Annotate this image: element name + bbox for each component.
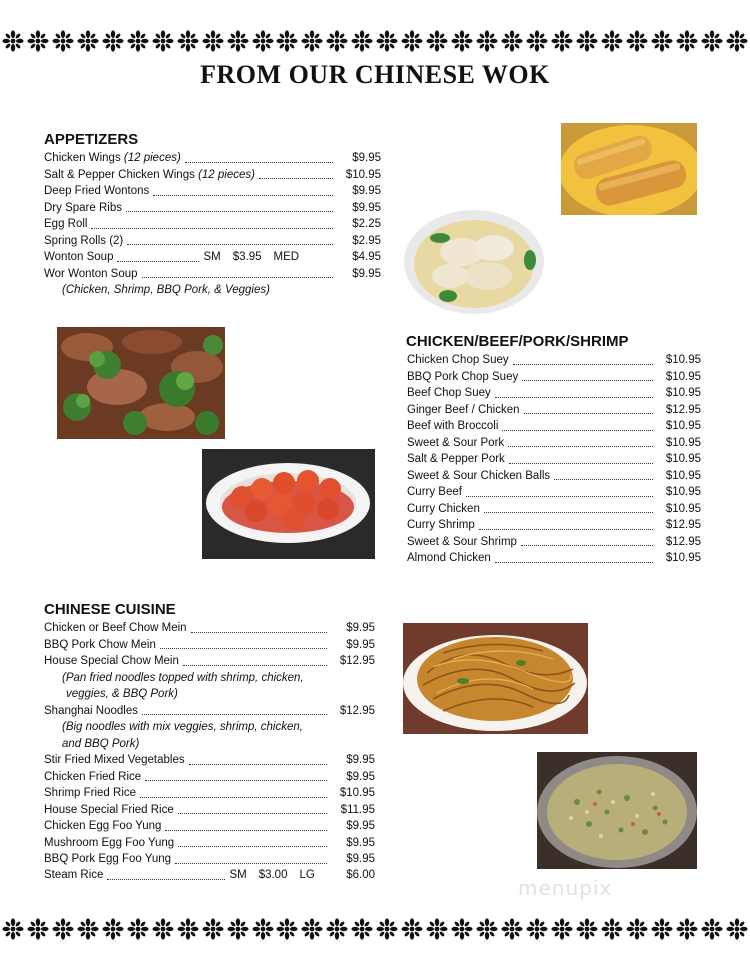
- flower-ornament-icon: [451, 30, 473, 52]
- flower-ornament-icon: [651, 918, 673, 940]
- menu-item: [44, 637, 375, 654]
- dot-leader: [479, 529, 653, 530]
- flower-ornament-icon: [401, 918, 423, 940]
- item-price: $3.95: [232, 251, 262, 264]
- dot-leader: [502, 430, 653, 431]
- item-price: $10.95: [665, 370, 701, 383]
- size-label: MED: [273, 251, 300, 264]
- item-price: $10.95: [339, 787, 375, 800]
- flower-ornament-icon: [77, 30, 99, 52]
- flower-ornament-icon: [177, 30, 199, 52]
- dot-leader: [165, 830, 327, 831]
- item-name: Chicken Fried Rice: [44, 770, 142, 783]
- flower-ornament-icon: [476, 918, 498, 940]
- item-name: House Special Chow Mein: [44, 655, 179, 668]
- item-name: Deep Fried Wontons: [44, 185, 150, 198]
- dot-leader: [509, 463, 653, 464]
- flower-ornament-icon: [52, 30, 74, 52]
- dot-leader: [178, 813, 327, 814]
- flower-ornament-icon: [102, 30, 124, 52]
- item-price: $12.95: [665, 519, 701, 532]
- menu-item: [44, 216, 381, 233]
- item-price: $6.00: [346, 869, 375, 882]
- dot-leader: [183, 665, 327, 666]
- menu-item: [407, 517, 701, 534]
- chinese-cuisine-list-b: [44, 752, 375, 868]
- chicken-beef-list: [407, 352, 701, 567]
- dot-leader: [521, 545, 653, 546]
- item-note: (Chicken, Shrimp, BBQ Pork, & Veggies): [62, 284, 270, 297]
- menu-item: [407, 484, 701, 501]
- sweet-sour-chicken-balls-photo: [202, 449, 375, 559]
- menu-item: [407, 550, 701, 567]
- flower-ornament-icon: [127, 30, 149, 52]
- flower-ornament-icon: [202, 918, 224, 940]
- dot-leader: [126, 211, 333, 212]
- item-name: Spring Rolls (2): [44, 234, 124, 247]
- dot-leader: [178, 846, 327, 847]
- item-price: $10.95: [665, 502, 701, 515]
- flower-ornament-icon: [52, 918, 74, 940]
- dot-leader: [107, 879, 225, 880]
- item-name: Curry Beef: [407, 486, 462, 499]
- flower-ornament-icon: [326, 30, 348, 52]
- item-name: Chicken Wings (12 pieces): [44, 152, 181, 165]
- flower-ornament-icon: [351, 30, 373, 52]
- item-name: Stir Fried Mixed Vegetables: [44, 754, 185, 767]
- flower-ornament-icon: [326, 918, 348, 940]
- item-price: $10.95: [665, 436, 701, 449]
- chow-mein-photo: [403, 623, 588, 734]
- fried-rice-photo: [537, 752, 697, 869]
- bottom-border: [0, 918, 750, 940]
- item-name: Wor Wonton Soup: [44, 267, 138, 280]
- menu-item: [44, 785, 375, 802]
- item-name: Dry Spare Ribs: [44, 201, 122, 214]
- dot-leader: [508, 446, 653, 447]
- item-note: (Big noodles with mix veggies, shrimp, chicken,: [62, 721, 303, 734]
- item-name: Salt & Pepper Pork: [407, 453, 505, 466]
- item-price: $9.95: [352, 267, 381, 280]
- dot-leader: [91, 228, 333, 229]
- menu-item: [44, 769, 375, 786]
- flower-ornament-icon: [152, 918, 174, 940]
- size-label: SM: [203, 251, 221, 264]
- dot-leader: [259, 178, 333, 179]
- flower-ornament-icon: [501, 30, 523, 52]
- item-name: Beef Chop Suey: [407, 387, 491, 400]
- item-price: $9.95: [346, 754, 375, 767]
- flower-ornament-icon: [426, 30, 448, 52]
- dot-leader: [140, 797, 327, 798]
- flower-ornament-icon: [726, 918, 748, 940]
- flower-ornament-icon: [301, 918, 323, 940]
- item-price: $4.95: [352, 251, 381, 264]
- menu-item: [44, 867, 375, 884]
- item-name: Shrimp Fried Rice: [44, 787, 137, 800]
- dot-leader: [185, 162, 333, 163]
- appetizers-list: [44, 150, 381, 249]
- steam-rice-row: [44, 867, 375, 884]
- flower-ornament-icon: [177, 918, 199, 940]
- menu-item: [407, 418, 701, 435]
- item-price: $3.00: [258, 869, 288, 882]
- item-note: (Pan fried noodles topped with shrimp, chicken,: [62, 671, 304, 684]
- menu-item: [44, 167, 381, 184]
- item-price: $12.95: [339, 704, 375, 717]
- flower-ornament-icon: [501, 918, 523, 940]
- item-price: $10.95: [665, 387, 701, 400]
- item-price: $9.95: [352, 185, 381, 198]
- menu-item: [44, 802, 375, 819]
- item-name: Chicken Egg Foo Yung: [44, 820, 162, 833]
- flower-ornament-icon: [2, 918, 24, 940]
- flower-ornament-icon: [102, 918, 124, 940]
- item-price: $9.95: [352, 201, 381, 214]
- menu-item: [407, 369, 701, 386]
- menu-item: [44, 183, 381, 200]
- flower-ornament-icon: [601, 918, 623, 940]
- item-note: (12 pieces): [123, 152, 181, 165]
- flower-ornament-icon: [227, 918, 249, 940]
- item-price: $10.95: [345, 168, 381, 181]
- item-price: $9.95: [346, 820, 375, 833]
- item-price: $2.95: [352, 234, 381, 247]
- menu-item: [44, 752, 375, 769]
- flower-ornament-icon: [576, 30, 598, 52]
- flower-ornament-icon: [626, 30, 648, 52]
- menu-item: [44, 835, 375, 852]
- wonton-soup-photo: [402, 204, 546, 314]
- item-name: Sweet & Sour Chicken Balls: [407, 469, 551, 482]
- flower-ornament-icon: [551, 30, 573, 52]
- menu-item: [44, 200, 381, 217]
- flower-ornament-icon: [152, 30, 174, 52]
- flower-ornament-icon: [676, 30, 698, 52]
- dot-leader: [191, 632, 327, 633]
- flower-ornament-icon: [726, 30, 748, 52]
- item-price: $9.95: [346, 638, 375, 651]
- item-price: $12.95: [339, 655, 375, 668]
- item-name: BBQ Pork Chop Suey: [407, 370, 519, 383]
- flower-ornament-icon: [576, 918, 598, 940]
- menu-item: [44, 150, 381, 167]
- item-name: House Special Fried Rice: [44, 803, 174, 816]
- menu-item: [44, 249, 381, 266]
- item-name: Curry Chicken: [407, 502, 480, 515]
- dot-leader: [142, 277, 333, 278]
- menu-item: [44, 703, 375, 720]
- menu-item: [407, 534, 701, 551]
- appetizers-heading: APPETIZERS: [44, 131, 139, 148]
- menu-item: [44, 620, 375, 637]
- flower-ornament-icon: [252, 30, 274, 52]
- menu-item: [44, 233, 381, 250]
- spring-rolls-photo: [561, 123, 697, 215]
- item-note: (12 pieces): [198, 168, 255, 181]
- flower-ornament-icon: [601, 30, 623, 52]
- item-price: $10.95: [665, 453, 701, 466]
- flower-ornament-icon: [626, 918, 648, 940]
- chicken-beef-heading: CHICKEN/BEEF/PORK/SHRIMP: [406, 333, 629, 350]
- flower-ornament-icon: [77, 918, 99, 940]
- dot-leader: [189, 764, 327, 765]
- item-name: Almond Chicken: [407, 552, 491, 565]
- item-price: $10.95: [665, 552, 701, 565]
- item-name: Wonton Soup: [44, 251, 114, 264]
- item-name: Ginger Beef / Chicken: [407, 403, 520, 416]
- flower-ornament-icon: [701, 918, 723, 940]
- chinese-cuisine-heading: CHINESE CUISINE: [44, 601, 176, 618]
- dot-leader: [175, 863, 327, 864]
- top-border: [0, 30, 750, 52]
- dot-leader: [466, 496, 653, 497]
- flower-ornament-icon: [551, 918, 573, 940]
- flower-ornament-icon: [301, 30, 323, 52]
- item-name: Chicken or Beef Chow Mein: [44, 622, 187, 635]
- item-name: Curry Shrimp: [407, 519, 475, 532]
- item-name: BBQ Pork Egg Foo Yung: [44, 853, 172, 866]
- item-name: Egg Roll: [44, 218, 88, 231]
- item-price: $9.95: [346, 770, 375, 783]
- dot-leader: [484, 512, 653, 513]
- menu-item: [407, 385, 701, 402]
- size-label: SM: [229, 869, 247, 882]
- item-price: $11.95: [340, 803, 375, 816]
- flower-ornament-icon: [651, 30, 673, 52]
- flower-ornament-icon: [227, 30, 249, 52]
- item-name: Shanghai Noodles: [44, 704, 138, 717]
- chinese-cuisine-list: [44, 620, 375, 752]
- flower-ornament-icon: [526, 918, 548, 940]
- menu-item: [407, 352, 701, 369]
- dot-leader: [522, 380, 653, 381]
- dot-leader: [153, 195, 333, 196]
- flower-ornament-icon: [476, 30, 498, 52]
- flower-ornament-icon: [376, 918, 398, 940]
- menu-item: [44, 851, 375, 868]
- flower-ornament-icon: [276, 30, 298, 52]
- item-price: $10.95: [665, 420, 701, 433]
- dot-leader: [145, 780, 327, 781]
- item-price: $2.25: [352, 218, 381, 231]
- item-price: $10.95: [665, 354, 701, 367]
- menu-item: [44, 653, 375, 670]
- page-title: FROM OUR CHINESE WOK: [200, 60, 550, 89]
- item-name: Sweet & Sour Shrimp: [407, 535, 517, 548]
- item-name: Mushroom Egg Foo Yung: [44, 836, 175, 849]
- flower-ornament-icon: [276, 918, 298, 940]
- flower-ornament-icon: [127, 918, 149, 940]
- dot-leader: [160, 648, 327, 649]
- item-name: Steam Rice: [44, 869, 104, 882]
- menu-item: [407, 501, 701, 518]
- dot-leader: [117, 261, 199, 262]
- flower-ornament-icon: [2, 30, 24, 52]
- dot-leader: [142, 714, 327, 715]
- menu-item: [44, 266, 381, 283]
- flower-ornament-icon: [202, 30, 224, 52]
- flower-ornament-icon: [701, 30, 723, 52]
- menu-item: [407, 402, 701, 419]
- item-price: $9.95: [346, 836, 375, 849]
- beef-broccoli-photo: [57, 327, 225, 439]
- size-label: LG: [299, 869, 315, 882]
- flower-ornament-icon: [351, 918, 373, 940]
- dot-leader: [524, 413, 653, 414]
- flower-ornament-icon: [252, 918, 274, 940]
- dot-leader: [495, 397, 653, 398]
- dot-leader: [495, 562, 653, 563]
- flower-ornament-icon: [27, 918, 49, 940]
- flower-ornament-icon: [376, 30, 398, 52]
- flower-ornament-icon: [426, 918, 448, 940]
- item-name: Sweet & Sour Pork: [407, 436, 505, 449]
- item-price: $12.95: [665, 535, 701, 548]
- flower-ornament-icon: [27, 30, 49, 52]
- flower-ornament-icon: [526, 30, 548, 52]
- item-price: $9.95: [352, 152, 381, 165]
- watermark: menupix: [518, 876, 613, 900]
- item-price: $10.95: [665, 469, 701, 482]
- dot-leader: [127, 244, 333, 245]
- item-note: and BBQ Pork): [62, 737, 140, 750]
- item-name: Chicken Chop Suey: [407, 354, 509, 367]
- menu-item: [44, 818, 375, 835]
- item-name: Salt & Pepper Chicken Wings (12 pieces): [44, 168, 255, 181]
- item-price: $10.95: [665, 486, 701, 499]
- flower-ornament-icon: [676, 918, 698, 940]
- appetizers-list-extra: [44, 249, 381, 299]
- menu-item: [407, 435, 701, 452]
- menu-item: [407, 468, 701, 485]
- item-price: $12.95: [665, 403, 701, 416]
- item-price: $9.95: [346, 853, 375, 866]
- item-name: Beef with Broccoli: [407, 420, 499, 433]
- flower-ornament-icon: [401, 30, 423, 52]
- menu-item: [407, 451, 701, 468]
- dot-leader: [513, 364, 653, 365]
- dot-leader: [554, 479, 653, 480]
- flower-ornament-icon: [451, 918, 473, 940]
- item-name: BBQ Pork Chow Mein: [44, 638, 156, 651]
- item-note: veggies, & BBQ Pork): [66, 688, 178, 701]
- item-price: $9.95: [346, 622, 375, 635]
